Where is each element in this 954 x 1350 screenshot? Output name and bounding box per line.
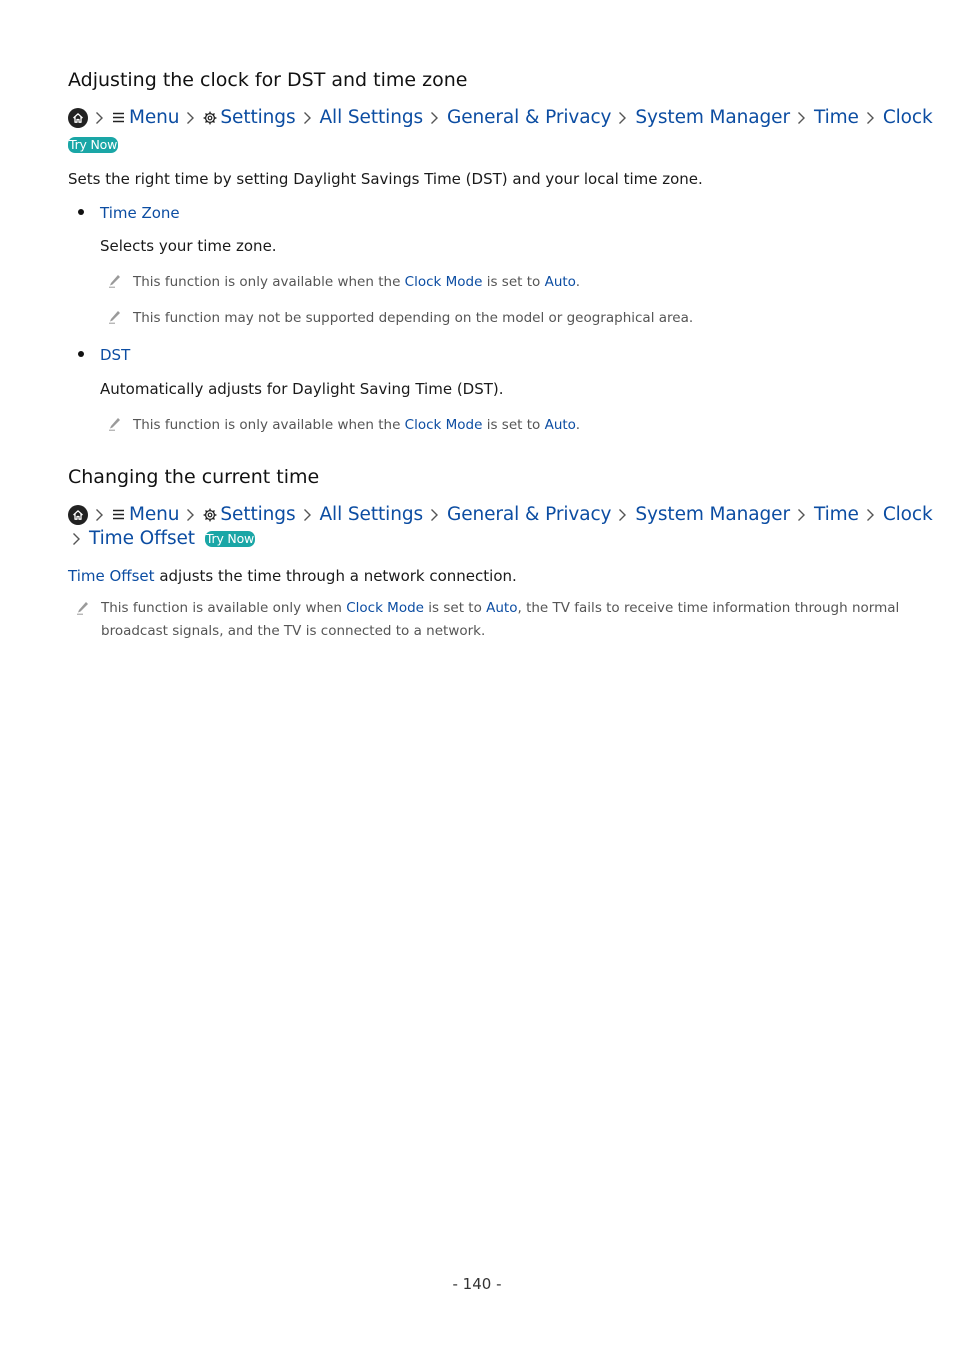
breadcrumb-item-system-manager[interactable]: System Manager	[635, 504, 790, 525]
breadcrumb	[68, 107, 933, 128]
breadcrumb-item-menu[interactable]: Menu	[129, 107, 180, 128]
item-label-time-zone[interactable]: Time Zone	[100, 204, 180, 222]
home-icon[interactable]	[68, 505, 88, 525]
note-text-segment: is set to	[423, 600, 487, 616]
clock-mode-link[interactable]: Clock Mode	[346, 600, 424, 616]
home-icon[interactable]	[68, 108, 88, 128]
note-text-line2: broadcast signals, and the TV is connected to a network.	[101, 623, 486, 639]
breadcrumb-item-all-settings[interactable]: All Settings	[319, 504, 423, 525]
item-description: Selects your time zone.	[100, 237, 277, 255]
note-pencil-icon	[108, 274, 121, 288]
section-description: Sets the right time by setting Daylight Savings Time (DST) and your local time zone.	[68, 170, 703, 188]
breadcrumb-item-settings[interactable]: Settings	[220, 504, 296, 525]
chevron-right-icon	[95, 508, 104, 522]
item-description: Automatically adjusts for Daylight Saving Time (DST).	[100, 380, 504, 398]
chevron-right-icon	[797, 508, 806, 522]
note-pencil-icon	[108, 310, 121, 324]
breadcrumb-item-time[interactable]: Time	[813, 504, 859, 525]
time-offset-link[interactable]: Time Offset	[68, 567, 155, 585]
clock-mode-link[interactable]: Clock Mode	[404, 274, 483, 290]
note-text-segment: is set to	[482, 417, 545, 433]
try-now-button[interactable]: Try Now	[69, 137, 118, 152]
chevron-right-icon	[797, 111, 806, 125]
section-heading-dst-timezone: Adjusting the clock for DST and time zone	[68, 69, 468, 91]
breadcrumb-item-settings[interactable]: Settings	[220, 107, 296, 128]
note-text-segment: This function is only available when the	[133, 274, 405, 290]
note-text-segment: .	[575, 417, 580, 433]
section-description	[68, 567, 517, 585]
auto-link[interactable]: Auto	[544, 417, 576, 433]
note-text-line1	[101, 600, 899, 616]
breadcrumb-item-general-privacy[interactable]: General & Privacy	[447, 504, 612, 525]
auto-link[interactable]: Auto	[486, 600, 518, 616]
breadcrumb-item-clock[interactable]: Clock	[882, 107, 933, 128]
item-label-dst[interactable]: DST	[100, 346, 131, 364]
breadcrumb-item-menu[interactable]: Menu	[129, 504, 180, 525]
note-text-segment: This function is only available when the	[133, 417, 405, 433]
breadcrumb-item-general-privacy[interactable]: General & Privacy	[447, 107, 612, 128]
note-text	[133, 274, 580, 290]
chevron-right-icon	[430, 111, 439, 125]
chevron-right-icon	[303, 111, 312, 125]
chevron-right-icon	[618, 508, 627, 522]
note-text	[133, 417, 580, 433]
chevron-right-icon	[866, 111, 875, 125]
clock-mode-link[interactable]: Clock Mode	[404, 417, 483, 433]
try-now-button[interactable]: Try Now	[205, 530, 255, 546]
note-text-segment: is set to	[482, 274, 545, 290]
chevron-right-icon	[72, 532, 81, 546]
breadcrumb-item-time[interactable]: Time	[813, 107, 859, 128]
breadcrumb-item-time-offset[interactable]: Time Offset	[89, 528, 195, 549]
note-pencil-icon	[76, 601, 89, 615]
chevron-right-icon	[866, 508, 875, 522]
breadcrumb	[68, 504, 933, 525]
note-pencil-icon	[108, 417, 121, 431]
chevron-right-icon	[186, 111, 195, 125]
chevron-right-icon	[430, 508, 439, 522]
gear-icon	[203, 111, 217, 125]
bullet-icon	[78, 351, 84, 357]
chevron-right-icon	[186, 508, 195, 522]
breadcrumb-continued	[68, 528, 255, 549]
menu-icon	[112, 112, 125, 123]
auto-link[interactable]: Auto	[544, 274, 576, 290]
note-text-segment: .	[575, 274, 580, 290]
chevron-right-icon	[95, 111, 104, 125]
chevron-right-icon	[618, 111, 627, 125]
note-text-segment: , the TV fails to receive time information through normal	[517, 600, 900, 616]
breadcrumb-item-system-manager[interactable]: System Manager	[635, 107, 790, 128]
note-text-segment: This function is available only when	[101, 600, 347, 616]
gear-icon	[203, 508, 217, 522]
breadcrumb-item-clock[interactable]: Clock	[882, 504, 933, 525]
chevron-right-icon	[303, 508, 312, 522]
breadcrumb-item-all-settings[interactable]: All Settings	[319, 107, 423, 128]
section-heading-current-time: Changing the current time	[68, 466, 320, 488]
page-number: - 140 -	[452, 1275, 502, 1293]
description-text: adjusts the time through a network connection.	[154, 567, 517, 585]
note-text: This function may not be supported depending on the model or geographical area.	[133, 310, 694, 326]
menu-icon	[112, 509, 125, 520]
bullet-icon	[78, 209, 84, 215]
